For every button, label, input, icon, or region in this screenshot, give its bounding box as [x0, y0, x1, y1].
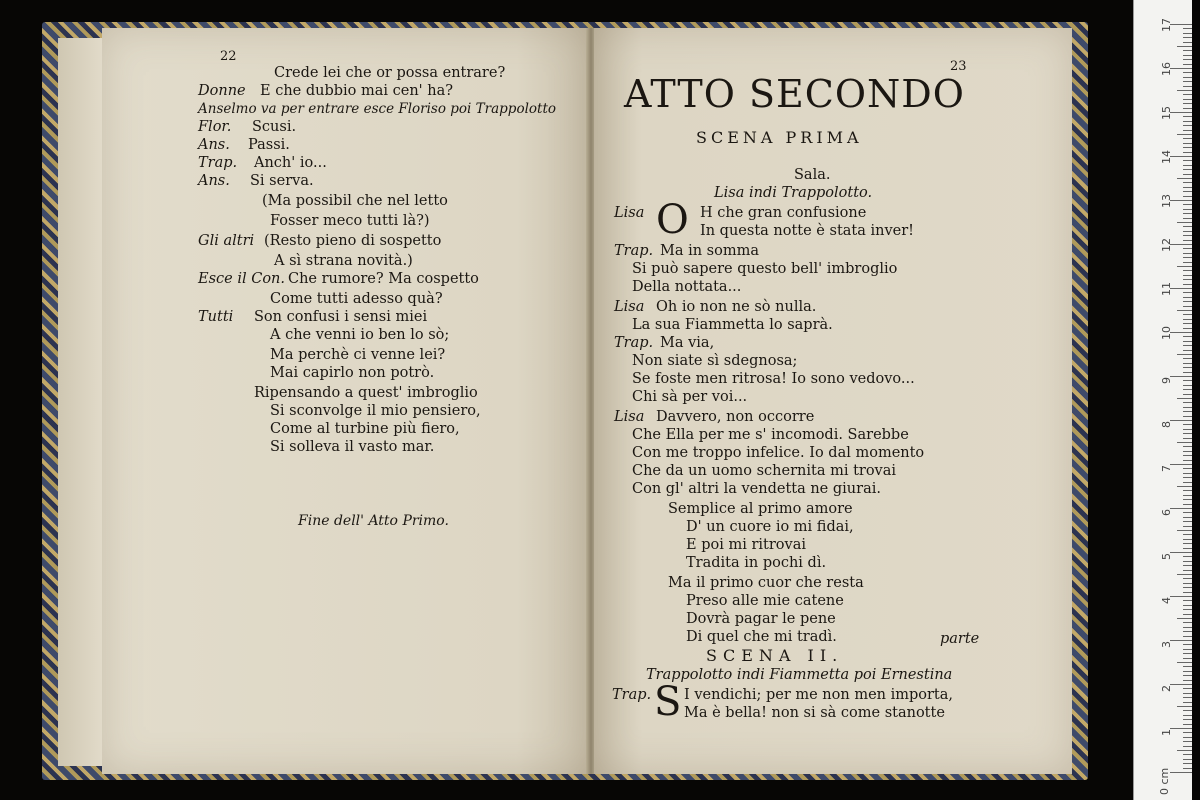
ruler-tick	[1183, 499, 1192, 500]
ruler-tick	[1183, 737, 1192, 738]
ruler-number: 9	[1160, 377, 1173, 384]
left-page	[102, 28, 590, 774]
verse-line: Che da un uomo schernita mi trovai	[632, 463, 897, 479]
ruler-tick	[1183, 407, 1192, 408]
ruler-tick	[1183, 438, 1192, 439]
right-page	[594, 28, 1072, 774]
verse-line: Ma via,	[660, 335, 715, 351]
ruler-number: 4	[1160, 597, 1173, 604]
ruler-tick	[1183, 693, 1192, 694]
ruler-tick	[1183, 468, 1192, 469]
ruler-tick	[1183, 446, 1192, 447]
ruler-tick	[1183, 636, 1192, 637]
ruler-tick	[1183, 578, 1192, 579]
ruler-tick	[1183, 433, 1192, 434]
ruler-tick	[1170, 376, 1192, 377]
verse-line: Non siate sì sdegnosa;	[632, 353, 798, 369]
ruler-tick	[1183, 675, 1192, 676]
ruler-tick	[1183, 55, 1192, 56]
ruler-tick	[1170, 156, 1192, 157]
scene-characters: Trappolotto indi Fiammetta poi Ernestina	[646, 667, 953, 683]
verse-line: In questa notte è stata inver!	[700, 223, 915, 239]
ruler-tick	[1183, 174, 1192, 175]
ruler-tick	[1170, 772, 1192, 773]
ruler-tick	[1183, 372, 1192, 373]
ruler-number: 3	[1160, 641, 1173, 648]
ruler-tick	[1183, 380, 1192, 381]
ruler-tick	[1183, 121, 1192, 122]
ruler-tick	[1183, 253, 1192, 254]
ruler-tick	[1170, 288, 1192, 289]
verse-line: Se foste men ritrosa! Io sono vedovo...	[632, 371, 915, 387]
act-title: ATTO SECONDO	[624, 72, 965, 116]
stage-direction: Anselmo va per entrare esce Floriso poi Trappolotto	[198, 101, 556, 117]
verse-line: Della nottata...	[632, 279, 742, 295]
ruler-tick	[1183, 358, 1192, 359]
ruler-tick	[1183, 539, 1192, 540]
verse-line: Ma in somma	[660, 243, 760, 259]
scene-title: SCENA II.	[706, 646, 844, 665]
verse-line: Chi sà per voi...	[632, 389, 748, 405]
ruler-number: 17	[1160, 18, 1173, 32]
ruler-tick	[1183, 50, 1192, 51]
ruler-tick	[1177, 486, 1192, 487]
ruler-tick	[1183, 534, 1192, 535]
ruler-tick	[1183, 429, 1192, 430]
ruler-tick	[1183, 270, 1192, 271]
ruler-tick	[1183, 99, 1192, 100]
verse-line: Ma il primo cuor che resta	[668, 575, 864, 591]
ruler-tick	[1183, 59, 1192, 60]
ruler-tick	[1183, 328, 1192, 329]
verse-line: I vendichi; per me non men importa,	[684, 687, 954, 703]
drop-cap: S	[654, 679, 682, 725]
ruler-tick	[1177, 574, 1192, 575]
ruler-tick	[1183, 424, 1192, 425]
ruler-tick	[1183, 680, 1192, 681]
ruler-number: 8	[1160, 421, 1173, 428]
speaker-label: Ans.	[198, 173, 230, 189]
act-end-note: Fine dell' Atto Primo.	[298, 513, 449, 529]
ruler-tick	[1183, 385, 1192, 386]
speaker-label: Ans.	[198, 137, 230, 153]
ruler-tick	[1183, 759, 1192, 760]
ruler-tick	[1170, 244, 1192, 245]
ruler-tick	[1177, 354, 1192, 355]
ruler-tick	[1183, 543, 1192, 544]
verse-line: Con me troppo infelice. Io dal momento	[632, 445, 925, 461]
ruler-number: 15	[1160, 106, 1173, 120]
verse-line: Anch' io...	[254, 155, 327, 171]
speaker-label: Trap.	[614, 243, 654, 259]
ruler-tick	[1183, 622, 1192, 623]
drop-cap: O	[656, 197, 689, 243]
ruler-tick	[1183, 565, 1192, 566]
ruler-tick	[1177, 442, 1192, 443]
speaker-label: Flor.	[198, 119, 232, 135]
ruler-tick	[1183, 226, 1192, 227]
ruler-tick	[1170, 420, 1192, 421]
ruler-number: 6	[1160, 509, 1173, 516]
ruler-tick	[1183, 77, 1192, 78]
page-number: 22	[220, 49, 237, 64]
ruler-tick	[1183, 64, 1192, 65]
ruler-tick	[1183, 72, 1192, 73]
verse-line: Si può sapere questo bell' imbroglio	[632, 261, 898, 277]
measurement-ruler	[1133, 0, 1192, 800]
verse-line: Davvero, non occorre	[656, 409, 815, 425]
ruler-tick	[1183, 81, 1192, 82]
ruler-tick	[1183, 719, 1192, 720]
verse-line: Tradita in pochi dì.	[686, 555, 827, 571]
ruler-tick	[1183, 477, 1192, 478]
ruler-tick	[1183, 671, 1192, 672]
ruler-tick	[1183, 86, 1192, 87]
ruler-tick	[1177, 310, 1192, 311]
ruler-tick	[1183, 754, 1192, 755]
ruler-tick	[1183, 548, 1192, 549]
ruler-tick	[1183, 235, 1192, 236]
verse-line: H che gran confusione	[700, 205, 867, 221]
ruler-tick	[1177, 706, 1192, 707]
ruler-tick	[1183, 367, 1192, 368]
ruler-number: 12	[1160, 238, 1173, 252]
ruler-number: 2	[1160, 685, 1173, 692]
ruler-tick	[1170, 464, 1192, 465]
ruler-tick	[1183, 455, 1192, 456]
verse-line: Con gl' altri la vendetta ne giurai.	[632, 481, 881, 497]
ruler-tick	[1183, 517, 1192, 518]
ruler-tick	[1183, 746, 1192, 747]
ruler-tick	[1183, 323, 1192, 324]
ruler-tick	[1183, 526, 1192, 527]
ruler-tick	[1183, 724, 1192, 725]
ruler-tick	[1183, 350, 1192, 351]
ruler-tick	[1183, 257, 1192, 258]
verse-line: Si serva.	[250, 173, 314, 189]
ruler-tick	[1170, 68, 1192, 69]
verse-line: A che venni io ben lo sò;	[270, 327, 450, 343]
speaker-label: Tutti	[198, 309, 234, 325]
ruler-tick	[1183, 147, 1192, 148]
ruler-tick	[1183, 160, 1192, 161]
ruler-tick	[1177, 530, 1192, 531]
ruler-tick	[1177, 178, 1192, 179]
ruler-tick	[1183, 240, 1192, 241]
ruler-tick	[1183, 666, 1192, 667]
ruler-tick	[1183, 292, 1192, 293]
verse-line: Che rumore? Ma cospetto	[288, 271, 479, 287]
ruler-tick	[1183, 702, 1192, 703]
verse-line: D' un cuore io mi fidai,	[686, 519, 854, 535]
ruler-tick	[1183, 402, 1192, 403]
ruler-tick	[1183, 583, 1192, 584]
verse-line: Come al turbine più fiero,	[270, 421, 460, 437]
verse-line: Son confusi i sensi miei	[254, 309, 428, 325]
ruler-tick	[1177, 266, 1192, 267]
ruler-tick	[1183, 284, 1192, 285]
ruler-tick	[1183, 165, 1192, 166]
ruler-tick	[1183, 138, 1192, 139]
ruler-tick	[1183, 204, 1192, 205]
ruler-tick	[1177, 662, 1192, 663]
endpaper	[58, 38, 106, 766]
ruler-tick	[1183, 306, 1192, 307]
ruler-tick	[1183, 130, 1192, 131]
ruler-number: 5	[1160, 553, 1173, 560]
ruler-unit-label: 0 cm	[1158, 767, 1171, 795]
ruler-tick	[1183, 345, 1192, 346]
ruler-tick	[1183, 389, 1192, 390]
speaker-label: Trap.	[612, 687, 652, 703]
ruler-tick	[1183, 196, 1192, 197]
ruler-tick	[1183, 248, 1192, 249]
ruler-tick	[1183, 688, 1192, 689]
verse-line: Preso alle mie catene	[686, 593, 844, 609]
ruler-tick	[1183, 715, 1192, 716]
ruler-tick	[1183, 94, 1192, 95]
verse-line: Di quel che mi tradì.	[686, 629, 837, 645]
ruler-tick	[1183, 451, 1192, 452]
ruler-number: 11	[1160, 282, 1173, 296]
ruler-tick	[1183, 614, 1192, 615]
ruler-tick	[1183, 627, 1192, 628]
ruler-tick	[1183, 592, 1192, 593]
ruler-tick	[1183, 187, 1192, 188]
ruler-tick	[1183, 341, 1192, 342]
ruler-tick	[1183, 103, 1192, 104]
ruler-tick	[1183, 600, 1192, 601]
ruler-tick	[1183, 732, 1192, 733]
ruler-tick	[1183, 336, 1192, 337]
ruler-tick	[1177, 90, 1192, 91]
ruler-tick	[1170, 112, 1192, 113]
verse-line: Scusi.	[252, 119, 297, 135]
verse-line: (Ma possibil che nel letto	[262, 193, 448, 209]
ruler-tick	[1183, 644, 1192, 645]
ruler-tick	[1183, 231, 1192, 232]
ruler-tick	[1183, 42, 1192, 43]
verse-line: A sì strana novità.)	[274, 253, 413, 269]
ruler-tick	[1183, 125, 1192, 126]
ruler-tick	[1183, 108, 1192, 109]
ruler-number: 1	[1160, 729, 1173, 736]
verse-line: Ripensando a quest' imbroglio	[254, 385, 478, 401]
ruler-tick	[1183, 697, 1192, 698]
ruler-tick	[1183, 33, 1192, 34]
ruler-tick	[1183, 631, 1192, 632]
ruler-number: 7	[1160, 465, 1173, 472]
ruler-tick	[1183, 209, 1192, 210]
scene-setting: Sala.	[794, 167, 831, 183]
ruler-tick	[1183, 561, 1192, 562]
verse-line: Si sconvolge il mio pensiero,	[270, 403, 481, 419]
speaker-label: Lisa	[614, 205, 645, 221]
ruler-tick	[1183, 460, 1192, 461]
speaker-label: Lisa	[614, 299, 645, 315]
verse-line: (Resto pieno di sospetto	[264, 233, 442, 249]
speaker-label: Esce il Con.	[198, 271, 285, 287]
ruler-tick	[1170, 24, 1192, 25]
ruler-number: 10	[1160, 326, 1173, 340]
ruler-number: 16	[1160, 62, 1173, 76]
verse-line: Mai capirlo non potrò.	[270, 365, 435, 381]
ruler-tick	[1183, 28, 1192, 29]
ruler-tick	[1183, 182, 1192, 183]
ruler-tick	[1183, 191, 1192, 192]
ruler-tick	[1183, 416, 1192, 417]
ruler-tick	[1183, 473, 1192, 474]
exit-note: parte	[940, 631, 980, 647]
scene-title: SCENA PRIMA	[696, 128, 863, 147]
ruler-tick	[1183, 482, 1192, 483]
ruler-tick	[1183, 570, 1192, 571]
ruler-tick	[1183, 363, 1192, 364]
verse-line: Crede lei che or possa entrare?	[274, 65, 506, 81]
ruler-tick	[1183, 314, 1192, 315]
ruler-tick	[1183, 521, 1192, 522]
ruler-tick	[1177, 750, 1192, 751]
ruler-tick	[1183, 218, 1192, 219]
speaker-label: Donne	[198, 83, 246, 99]
ruler-tick	[1183, 710, 1192, 711]
ruler-tick	[1183, 741, 1192, 742]
ruler-tick	[1183, 763, 1192, 764]
ruler-tick	[1183, 605, 1192, 606]
verse-line: Come tutti adesso quà?	[270, 291, 443, 307]
ruler-tick	[1183, 279, 1192, 280]
ruler-tick	[1183, 504, 1192, 505]
ruler-number: 13	[1160, 194, 1173, 208]
ruler-tick	[1170, 200, 1192, 201]
ruler-tick	[1170, 684, 1192, 685]
ruler-tick	[1183, 394, 1192, 395]
speaker-label: Trap.	[614, 335, 654, 351]
ruler-tick	[1183, 512, 1192, 513]
ruler-tick	[1177, 134, 1192, 135]
ruler-tick	[1170, 596, 1192, 597]
ruler-tick	[1183, 275, 1192, 276]
ruler-tick	[1183, 653, 1192, 654]
ruler-tick	[1177, 618, 1192, 619]
ruler-tick	[1183, 262, 1192, 263]
ruler-tick	[1170, 332, 1192, 333]
speaker-label: Lisa	[614, 409, 645, 425]
ruler-tick	[1183, 297, 1192, 298]
ruler-tick	[1183, 116, 1192, 117]
ruler-tick	[1183, 556, 1192, 557]
ruler-tick	[1183, 609, 1192, 610]
verse-line: La sua Fiammetta lo saprà.	[632, 317, 833, 333]
ruler-tick	[1183, 301, 1192, 302]
ruler-tick	[1183, 495, 1192, 496]
ruler-tick	[1183, 213, 1192, 214]
ruler-tick	[1183, 411, 1192, 412]
verse-line: Oh io non ne sò nulla.	[656, 299, 817, 315]
verse-line: E che dubbio mai cen' ha?	[260, 83, 454, 99]
ruler-tick	[1183, 768, 1192, 769]
verse-line: Ma perchè ci venne lei?	[270, 347, 446, 363]
ruler-tick	[1183, 649, 1192, 650]
ruler-tick	[1170, 508, 1192, 509]
ruler-tick	[1183, 658, 1192, 659]
ruler-tick	[1177, 398, 1192, 399]
ruler-tick	[1183, 37, 1192, 38]
ruler-tick	[1170, 728, 1192, 729]
verse-line: Si solleva il vasto mar.	[270, 439, 435, 455]
scene-characters: Lisa indi Trappolotto.	[714, 185, 873, 201]
verse-line: Dovrà pagar le pene	[686, 611, 836, 627]
ruler-tick	[1177, 46, 1192, 47]
ruler-tick	[1183, 152, 1192, 153]
verse-line: Ma è bella! non si sà come stanotte	[684, 705, 945, 721]
speaker-label: Trap.	[198, 155, 238, 171]
ruler-tick	[1183, 143, 1192, 144]
verse-line: Passi.	[248, 137, 290, 153]
ruler-tick	[1183, 169, 1192, 170]
verse-line: Fosser meco tutti là?)	[270, 213, 430, 229]
ruler-tick	[1170, 640, 1192, 641]
ruler-tick	[1177, 222, 1192, 223]
ruler-tick	[1183, 319, 1192, 320]
page-number: 23	[950, 59, 967, 74]
verse-line: Semplice al primo amore	[668, 501, 853, 517]
ruler-tick	[1183, 490, 1192, 491]
ruler-number: 14	[1160, 150, 1173, 164]
ruler-tick	[1183, 587, 1192, 588]
ruler-tick	[1170, 552, 1192, 553]
verse-line: E poi mi ritrovai	[686, 537, 806, 553]
speaker-label: Gli altri	[198, 233, 255, 249]
verse-line: Che Ella per me s' incomodi. Sarebbe	[632, 427, 909, 443]
